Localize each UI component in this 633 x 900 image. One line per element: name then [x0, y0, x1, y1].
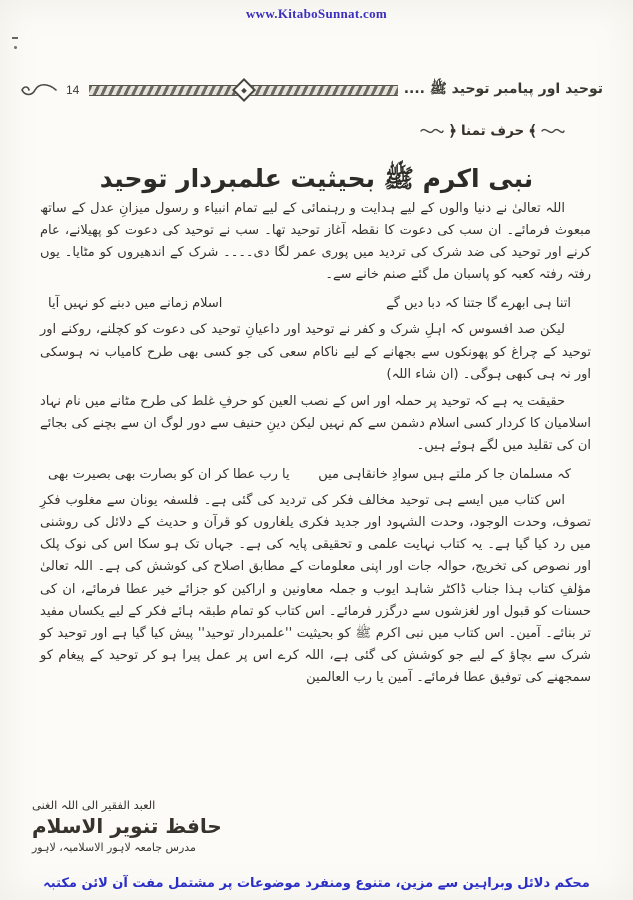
couplet-2-left-hemistich: یا رب عطا کر ان کو بصارت بھی بصیرت بھی [48, 467, 290, 483]
signature-block [32, 798, 302, 854]
squiggle-ornament-icon [420, 126, 444, 136]
couplet-2 [40, 462, 591, 490]
signature-designation: مدرس جامعہ لاہور الاسلامیہ، لاہور [32, 841, 196, 854]
ornamental-band [89, 85, 397, 96]
signature-name: حافظ تنویر الاسلام [32, 814, 222, 838]
squiggle-ornament-icon [541, 126, 565, 136]
header-ornament-medallion-icon [232, 78, 256, 102]
scan-artifact [14, 46, 17, 49]
section-label-text: حرف تمنا [460, 123, 525, 139]
paragraph-2: لیکن صد افسوس کہ اہلِ شرک و کفر نے توحید اور داعیانِ توحید کی دعوت کو کچلنے، روکنے اور توحید کے چراغ کو پھونکوں سے بجھانے کے لیے ناکام سعی کی جو کسی بھی طرح کامیاب نہ ہوسکی اور نہ ہی کبھی ہوگی۔ (ان شاء اللہ) [40, 322, 591, 382]
section-label-harf-e-tamanna [420, 122, 565, 140]
page-number: 14 [66, 83, 80, 97]
body-text [40, 198, 591, 694]
couplet-1 [40, 291, 591, 319]
site-watermark-bottom: محکم دلائل وبراہین سے مزین، متنوع ومنفرد موضوعات پر مشتمل مفت آن لائن مکتبہ [43, 876, 590, 891]
couplet-1-right-hemistich: اتنا ہی ابھرے گا جتنا کہ دبا دیں گے [386, 296, 571, 312]
paragraph-4: اس کتاب میں ایسے ہی توحید مخالف فکر کی تردید کی گئی ہے۔ فلسفہ یونان سے مغلوب فکرِ تصوف، وحدت الوجود، وحدت الشہود اور جدید فکری یلغاروں کو قرآن و حدیث کے دلائل کی روشنی میں رد کیا گیا ہے۔ یہ کتاب نہایت علمی و تحقیقی پایہ کی ہے۔ جہاں تک ہو سکا اس کی نوک پلک اور نصوص کی تخریج، حوالہ جات اور اپنی معلومات کے مطابق اصلاح کی کوشش کی ہے۔ اللہ تعالیٰ مؤلفِ کتاب ہذا جناب ڈاکٹر شاہد ایوب و جملہ معاونین و اراکین کو جزائے خیر عطا فرمائے، ان کی حسنات کو قبول اور لغزشوں سے درگزر فرمائے۔ اس کتاب کو تمام طبقہ ہائے فکر کے لیے یکساں مفید تر بنائے۔ آمین۔ اس کتاب میں نبی اکرم ﷺ کو بحیثیت ''علمبردار توحید'' پیش کیا گیا ہے اور توحید کو شرک سے بچاؤ کے لیے جو کوشش کی گئی ہے، اللہ کرے اس پر عمل پیرا ہو کر توحید کے پیغام کو سمجھنے کی توفیق عطا فرمائے۔ آمین یا رب العالمین [40, 493, 591, 685]
ornate-bracket-icon: ﴾ [528, 122, 537, 140]
scan-artifact [12, 37, 18, 39]
paragraph-1: اللہ تعالیٰ نے دنیا والوں کے لیے ہدایت و رہنمائی کے لیے تمام انبیاء و رسول میزانِ عدل کے ساتھ مبعوث فرمائے۔ ان سب کی دعوت کا نقطہ آغاز توحید تھا۔ سب نے توحید کی دعوت کو پھیلانے، عام کرنے اور توحید کی ضد شرک کی تردید میں پوری عمر لگا دی۔۔۔۔ شرک کے اندھیروں کو مٹایا۔ یوں رفتہ رفتہ کعبہ کو پاسبان مل گئے صنم خانے سے۔ [40, 201, 591, 283]
page-header [20, 80, 603, 100]
flourish-icon [20, 82, 58, 98]
page-title: نبی اکرم ﷺ بحیثیت علمبردار توحید [99, 163, 534, 193]
ornate-bracket-icon: ﴿ [448, 122, 457, 140]
site-watermark-top: www.KitaboSunnat.com [245, 6, 388, 21]
paragraph-3: حقیقت یہ ہے کہ توحید پر حملہ اور اس کے نصب العین کو حرفِ غلط کی طرح مٹانے میں نام نہاد اسلامیان کا کردار کسی اسلام دشمن سے کم نہیں لیکن دینِ حنیف سے دور لوگ ان سے بچنے کی بجائے ان کی تقلید میں لگے ہوئے ہیں۔ [40, 393, 591, 453]
couplet-2-right-hemistich: کہ مسلمان جا کر ملتے ہیں سوادِ خانقاہی میں [318, 467, 571, 483]
running-title: توحید اور پیامبر توحید ﷺ .... [403, 81, 603, 97]
signature-honorific: العبد الفقیر الی اللہ الغنی [32, 798, 156, 812]
couplet-1-left-hemistich: اسلام زمانے میں دبنے کو نہیں آیا [48, 296, 223, 312]
